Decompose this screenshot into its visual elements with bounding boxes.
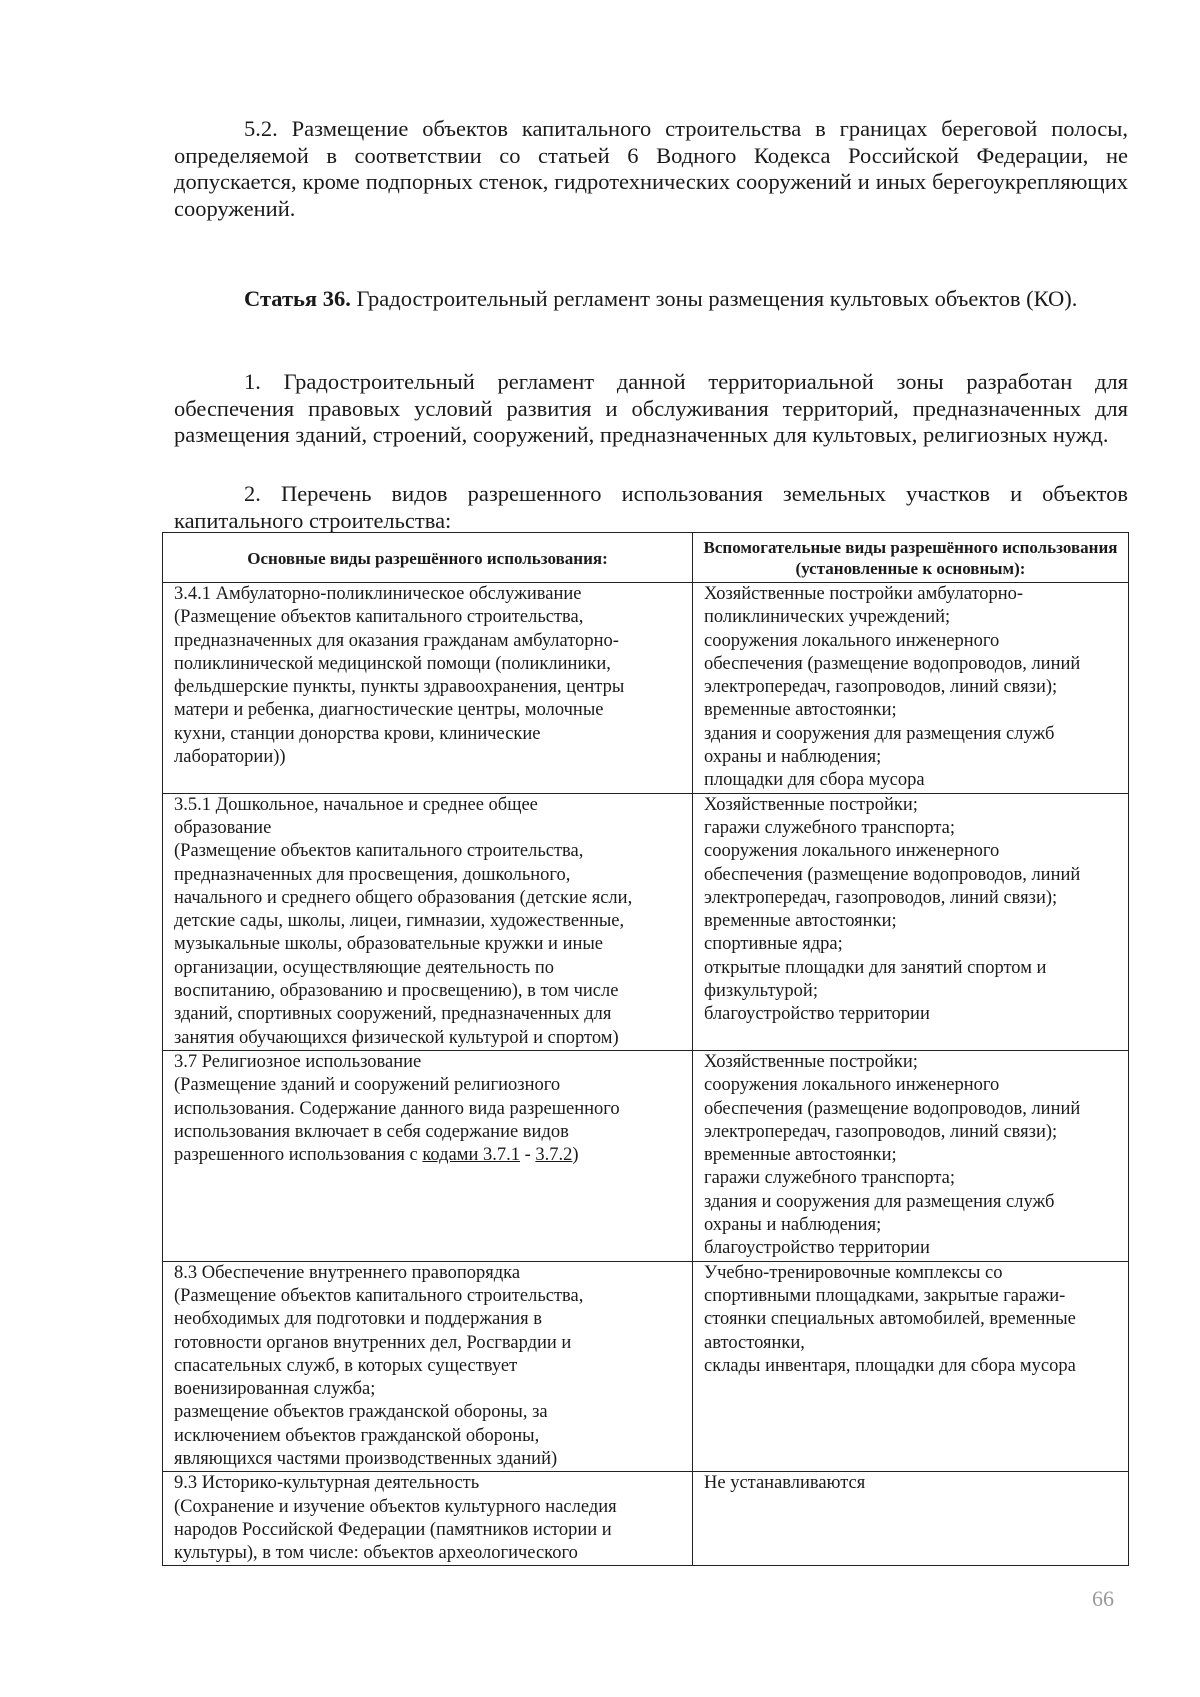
cell-line: охраны и наблюдения; [704, 1215, 882, 1236]
paragraph-5-2: 5.2. Размещение объектов капитального строительства в границах береговой полосы, определяемой в соответствии со статьей 6 Водного Кодекса Российской Федерации, не допускается, кроме подпорных стенок, гидротехнических сооружений и иных берегоукрепляющих сооружений. [174, 116, 1128, 221]
cell-text: ) [572, 1145, 579, 1166]
permitted-uses-table [162, 532, 1129, 1566]
cell-line: 8.3 Обеспечение внутреннего правопорядка [174, 1262, 521, 1283]
cell-line: культуры), в том числе: объектов археологического [174, 1543, 578, 1564]
cell-line: зданий, спортивных сооружений, предназначенных для [174, 1004, 612, 1025]
page-number: 66 [1092, 1586, 1114, 1611]
cell-line: музыкальные школы, образовательные кружки и иные [174, 934, 604, 955]
cell-line: Учебно-тренировочные комплексы со [704, 1262, 1003, 1283]
cell-line: (Размещение зданий и сооружений религиозного [174, 1075, 561, 1096]
cell-line: стоянки специальных автомобилей, временные [704, 1309, 1076, 1330]
table-row [163, 1050, 1129, 1261]
cell-line: 3.4.1 Амбулаторно-поликлиническое обслуживание [174, 584, 582, 604]
cell-line: предназначенных для просвещения, дошкольного, [174, 864, 571, 885]
main-use-cell [163, 1050, 693, 1261]
cell-line: размещение объектов гражданской обороны, за [174, 1402, 548, 1423]
cell-line: Не устанавливаются [704, 1473, 866, 1494]
cell-line: обеспечения (размещение водопроводов, линий [704, 653, 1081, 674]
header-main-uses: Основные виды разрешённого использования: [163, 533, 693, 583]
cell-line: временные автостоянки; [704, 700, 897, 721]
cell-line: Хозяйственные постройки амбулаторно- [704, 584, 1024, 604]
aux-use-cell [693, 1472, 1129, 1566]
main-use-cell [163, 1261, 693, 1472]
link-separator: - [519, 1145, 536, 1166]
cell-line: (Размещение объектов капитального строительства, [174, 607, 584, 628]
item-2-paragraph: 2. Перечень видов разрешенного использования земельных участков и объектов капитального строительства: [174, 481, 1128, 533]
aux-use-cell [693, 1261, 1129, 1472]
cell-line: занятия обучающихся физической культурой и спортом) [174, 1027, 619, 1048]
article-label: Статья 36. [244, 286, 351, 311]
cell-line: охраны и наблюдения; [704, 747, 882, 768]
cell-line: спасательных служб, в которых существует [174, 1355, 518, 1376]
cell-line: организации, осуществляющие деятельность по [174, 957, 554, 978]
cell-line: физкультурой; [704, 981, 818, 1002]
code-3-7-1-link[interactable]: кодами 3.7.1 [422, 1145, 520, 1166]
cell-line: временные автостоянки; [704, 911, 897, 932]
cell-line: поликлинических учреждений; [704, 607, 951, 628]
cell-line: (Размещение объектов капитального строительства, [174, 1285, 584, 1306]
table-row [163, 1261, 1129, 1472]
cell-line: Хозяйственные постройки; [704, 1051, 918, 1072]
aux-use-cell [693, 793, 1129, 1050]
cell-line: поликлинической медицинской помощи (поликлиники, [174, 653, 611, 674]
cell-line: гаражи служебного транспорта; [704, 1168, 956, 1189]
table-row [163, 1472, 1129, 1566]
cell-line: военизированная служба; [174, 1379, 376, 1400]
cell-line: склады инвентаря, площадки для сбора мусора [704, 1355, 1076, 1376]
main-use-cell [163, 583, 693, 794]
article-36-heading [174, 286, 1128, 313]
cell-line: готовности органов внутренних дел, Росгвардии и [174, 1332, 572, 1353]
aux-use-cell [693, 583, 1129, 794]
table-row [163, 583, 1129, 794]
cell-line: сооружения локального инженерного [704, 630, 1000, 651]
cell-line: детские сады, школы, лицеи, гимназии, художественные, [174, 911, 625, 932]
cell-line: использования. Содержание данного вида разрешенного [174, 1098, 620, 1119]
cell-line: сооружения локального инженерного [704, 1075, 1000, 1096]
cell-line: благоустройство территории [704, 1004, 930, 1025]
cell-line: являющихся частями производственных зданий) [174, 1448, 558, 1469]
article-title: Градостроительный регламент зоны размещения культовых объектов (КО). [350, 286, 1078, 311]
table-row [163, 793, 1129, 1050]
table-header-row [163, 533, 1129, 583]
cell-line: воспитанию, образованию и просвещению), в том числе [174, 981, 619, 1002]
cell-line: 3.7 Религиозное использование [174, 1051, 422, 1072]
cell-line: исключением объектов гражданской обороны, [174, 1425, 540, 1446]
code-3-7-2-link[interactable]: 3.7.2 [535, 1145, 573, 1166]
item-1-paragraph: 1. Градостроительный регламент данной территориальной зоны разработан для обеспечения правовых условий развития и обслуживания территорий, предназначенных для размещения зданий, строений, сооружений, предназначенных для культовых, религиозных нужд. [174, 369, 1128, 447]
cell-line: необходимых для подготовки и поддержания в [174, 1309, 543, 1330]
cell-line: (Сохранение и изучение объектов культурного наследия [174, 1496, 617, 1517]
cell-line: спортивные ядра; [704, 934, 843, 955]
cell-line: кухни, станции донорства крови, клинические [174, 723, 541, 744]
cell-line: начального и среднего общего образования (детские ясли, [174, 887, 633, 908]
cell-line: гаражи служебного транспорта; [704, 817, 956, 838]
cell-line: предназначенных для оказания гражданам амбулаторно- [174, 630, 619, 651]
cell-line: здания и сооружения для размещения служб [704, 723, 1055, 744]
cell-text: разрешенного использования с [174, 1145, 423, 1166]
cell-line: (Размещение объектов капитального строительства, [174, 841, 584, 862]
cell-line: здания и сооружения для размещения служб [704, 1191, 1055, 1212]
cell-line: площадки для сбора мусора [704, 770, 925, 791]
cell-line: автостоянки, [704, 1332, 805, 1353]
main-use-cell [163, 793, 693, 1050]
cell-line: 3.5.1 Дошкольное, начальное и среднее общее [174, 794, 538, 815]
cell-line: использования включает в себя содержание видов [174, 1121, 569, 1142]
cell-line: электропередач, газопроводов, линий связи); [704, 677, 1058, 698]
cell-line: обеспечения (размещение водопроводов, линий [704, 1098, 1081, 1119]
cell-line: обеспечения (размещение водопроводов, линий [704, 864, 1081, 885]
cell-line: 9.3 Историко-культурная деятельность [174, 1473, 480, 1494]
cell-line: временные автостоянки; [704, 1145, 897, 1166]
cell-line: сооружения локального инженерного [704, 841, 1000, 862]
cell-line: матери и ребенка, диагностические центры, молочные [174, 700, 604, 721]
cell-line: благоустройство территории [704, 1238, 930, 1259]
cell-line: народов Российской Федерации (памятников истории и [174, 1519, 612, 1540]
cell-line: Хозяйственные постройки; [704, 794, 918, 815]
cell-line: открытые площадки для занятий спортом и [704, 957, 1047, 978]
cell-line: лаборатории)) [174, 747, 286, 768]
main-use-cell [163, 1472, 693, 1566]
cell-line: электропередач, газопроводов, линий связи); [704, 887, 1058, 908]
cell-line: электропередач, газопроводов, линий связи); [704, 1121, 1058, 1142]
aux-use-cell [693, 1050, 1129, 1261]
cell-line [174, 1144, 684, 1167]
cell-line: спортивными площадками, закрытые гаражи- [704, 1285, 1066, 1306]
cell-line: фельдшерские пункты, пункты здравоохранения, центры [174, 677, 625, 698]
header-aux-uses: Вспомогательные виды разрешённого использования (установленные к основным): [693, 533, 1129, 583]
cell-line: образование [174, 817, 272, 838]
